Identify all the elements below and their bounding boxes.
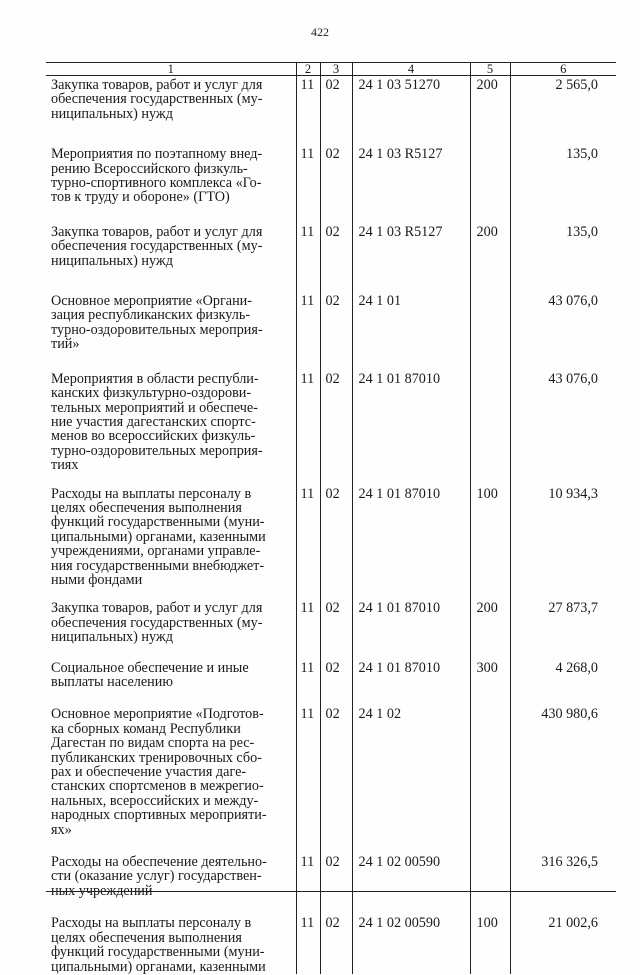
row-name-line: Расходы на выплаты персоналу в [51, 485, 252, 502]
row-name-cell [46, 292, 296, 370]
header-col-1: 1 [46, 63, 296, 76]
amount-cell: 10 934,3 [510, 485, 616, 600]
header-col-4: 4 [352, 63, 470, 76]
row-name-line: ние участия дагестанских спортс- [51, 413, 256, 430]
target-code-cell: 24 1 01 87010 [352, 370, 470, 485]
table-row [46, 292, 616, 370]
header-col-6: 6 [510, 63, 616, 76]
expense-type-cell: 300 [470, 659, 510, 706]
row-name-line: народных спортивных мероприяти- [51, 807, 267, 824]
subsection-cell: 02 [320, 853, 352, 914]
row-name-line: выплаты населению [51, 674, 173, 690]
target-code-cell: 24 1 02 00590 [352, 914, 470, 974]
row-name-line: функций государственными (муни- [51, 514, 265, 531]
row-name-line: целях обеспечения выполнения [51, 499, 242, 516]
table-row [46, 599, 616, 658]
row-name-cell [46, 485, 296, 600]
row-name-line: нальных, всероссийских и между- [51, 792, 259, 809]
row-name-line: Дагестан по видам спорта на рес- [51, 735, 255, 752]
section-cell: 11 [296, 853, 320, 914]
section-cell: 11 [296, 145, 320, 223]
row-name-line: ципальными) органами, казенными [51, 528, 266, 545]
row-name-line: ципальными) органами, казенными [51, 958, 266, 975]
expense-type-cell [470, 853, 510, 914]
target-code-cell: 24 1 01 87010 [352, 485, 470, 600]
row-name-line: Закупка товаров, работ и услуг для [51, 600, 263, 617]
expense-type-cell: 200 [470, 76, 510, 146]
row-name-line: Закупка товаров, работ и услуг для [51, 77, 263, 93]
row-name-line: ными фондами [51, 571, 143, 588]
target-code-cell: 24 1 02 [352, 705, 470, 853]
row-name-line: публиканских тренировочных сбо- [51, 749, 262, 766]
header-col-3: 3 [320, 63, 352, 76]
target-code-cell: 24 1 03 R5127 [352, 145, 470, 223]
subsection-cell: 02 [320, 485, 352, 600]
row-name-line: целях обеспечения выполнения [51, 929, 242, 946]
row-name-line: тельных мероприятий и обеспече- [51, 399, 258, 416]
row-name-line: канских физкультурно-оздорови- [51, 385, 252, 402]
subsection-cell: 02 [320, 145, 352, 223]
amount-cell: 135,0 [510, 145, 616, 223]
table-row [46, 705, 616, 853]
row-name-line: Расходы на обеспечение деятельно- [51, 854, 267, 871]
table-row [46, 76, 616, 146]
section-cell: 11 [296, 370, 320, 485]
expense-type-cell [470, 705, 510, 853]
section-cell: 11 [296, 223, 320, 292]
table-row [46, 485, 616, 600]
row-name-line: Мероприятия по поэтапному внед- [51, 146, 263, 163]
row-name-line: турно-оздоровительных мероприя- [51, 321, 263, 338]
row-name-cell [46, 853, 296, 914]
table-row [46, 914, 616, 974]
row-name-line: функций государственными (муни- [51, 944, 265, 961]
amount-cell: 43 076,0 [510, 292, 616, 370]
expense-type-cell: 200 [470, 223, 510, 292]
row-name-line: тиях [51, 457, 79, 474]
amount-cell: 27 873,7 [510, 599, 616, 658]
table-row [46, 853, 616, 914]
row-name-line: обеспечения государственных (му- [51, 238, 263, 255]
table-row [46, 145, 616, 223]
row-name-line: рению Всероссийского физкуль- [51, 160, 248, 177]
target-code-cell: 24 1 03 R5127 [352, 223, 470, 292]
amount-cell: 21 002,6 [510, 914, 616, 974]
row-name-line: Мероприятия в области республи- [51, 370, 259, 387]
row-name-line: ниципальных) нужд [51, 252, 173, 269]
row-name-line: Закупка товаров, работ и услуг для [51, 223, 263, 240]
row-name-line: ях» [51, 821, 72, 838]
row-name-line: Расходы на выплаты персоналу в [51, 915, 252, 932]
amount-cell: 430 980,6 [510, 705, 616, 853]
amount-cell: 135,0 [510, 223, 616, 292]
budget-table [46, 62, 616, 974]
expense-type-cell [470, 292, 510, 370]
table-header-row [46, 63, 616, 76]
row-name-cell [46, 223, 296, 292]
row-name-line: учреждениями, органами управле- [51, 543, 261, 560]
section-cell: 11 [296, 914, 320, 974]
target-code-cell: 24 1 01 [352, 292, 470, 370]
table-row [46, 223, 616, 292]
row-name-cell [46, 76, 296, 146]
row-name-line: Основное мероприятие «Органи- [51, 293, 252, 310]
row-name-line: Социальное обеспечение и иные [51, 659, 249, 676]
section-cell: 11 [296, 659, 320, 706]
expense-type-cell [470, 145, 510, 223]
row-name-line: тов к труду и обороне» (ГТО) [51, 189, 230, 206]
section-cell: 11 [296, 705, 320, 853]
table-body [46, 76, 616, 974]
amount-cell: 316 326,5 [510, 853, 616, 914]
row-name-cell [46, 599, 296, 658]
row-name-line: зация республиканских физкуль- [51, 307, 251, 324]
row-name-line: ниципальных) нужд [51, 105, 173, 122]
row-name-line: станских спортсменов в межрегио- [51, 778, 264, 795]
row-name-line: обеспечения государственных (му- [51, 91, 263, 108]
row-name-line: ния государственными внебюджет- [51, 557, 265, 574]
row-name-line: сти (оказание услуг) государствен- [51, 868, 262, 885]
row-name-line: ка сборных команд Республики [51, 720, 241, 737]
page-number: 422 [311, 25, 329, 39]
bottom-rule [46, 891, 616, 892]
row-name-line: рах и обеспечение участия даге- [51, 764, 247, 781]
row-name-line: ных учреждений [51, 882, 153, 899]
target-code-cell: 24 1 03 51270 [352, 76, 470, 146]
expense-type-cell: 200 [470, 599, 510, 658]
row-name-line: тий» [51, 336, 80, 353]
table-row [46, 370, 616, 485]
row-name-line: турно-оздоровительных мероприя- [51, 442, 263, 459]
row-name-line: менов во всероссийских физкуль- [51, 428, 256, 445]
table-row [46, 659, 616, 706]
subsection-cell: 02 [320, 370, 352, 485]
amount-cell: 4 268,0 [510, 659, 616, 706]
row-name-cell [46, 705, 296, 853]
expense-type-cell: 100 [470, 485, 510, 600]
expense-type-cell: 100 [470, 914, 510, 974]
row-name-line: турно-спортивного комплекса «Го- [51, 175, 262, 192]
subsection-cell: 02 [320, 292, 352, 370]
amount-cell: 43 076,0 [510, 370, 616, 485]
subsection-cell: 02 [320, 914, 352, 974]
section-cell: 11 [296, 76, 320, 146]
row-name-cell [46, 370, 296, 485]
subsection-cell: 02 [320, 599, 352, 658]
target-code-cell: 24 1 01 87010 [352, 599, 470, 658]
row-name-line: ниципальных) нужд [51, 629, 173, 646]
header-col-2: 2 [296, 63, 320, 76]
section-cell: 11 [296, 599, 320, 658]
subsection-cell: 02 [320, 705, 352, 853]
section-cell: 11 [296, 485, 320, 600]
expense-type-cell [470, 370, 510, 485]
row-name-line: обеспечения государственных (му- [51, 614, 263, 631]
section-cell: 11 [296, 292, 320, 370]
target-code-cell: 24 1 01 87010 [352, 659, 470, 706]
row-name-cell [46, 145, 296, 223]
subsection-cell: 02 [320, 76, 352, 146]
subsection-cell: 02 [320, 223, 352, 292]
header-col-5: 5 [470, 63, 510, 76]
target-code-cell: 24 1 02 00590 [352, 853, 470, 914]
amount-cell: 2 565,0 [510, 76, 616, 146]
row-name-cell [46, 659, 296, 706]
subsection-cell: 02 [320, 659, 352, 706]
row-name-line: Основное мероприятие «Подготов- [51, 706, 264, 723]
row-name-cell [46, 914, 296, 974]
